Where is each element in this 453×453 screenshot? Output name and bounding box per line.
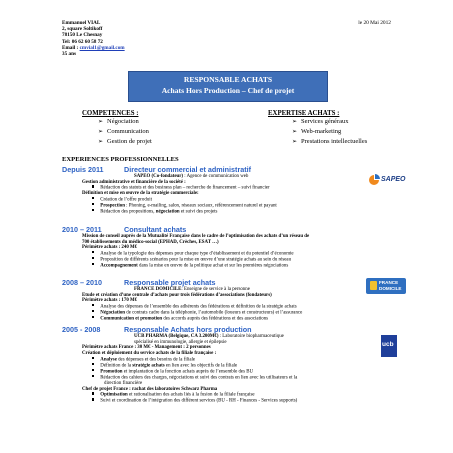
experience-heading (62, 226, 392, 234)
expertise-item: ➢ Prestations intellectuelles (292, 137, 367, 147)
experience-role: Consultant achats (124, 225, 187, 234)
experience-bullet: Analyse de la typologie des dépenses pour chaque type d’établissement et du potentiel d’économie (62, 251, 392, 257)
experience-line: Mission de conseil auprès de la Mutualité Française dans le cadre de l’optimisation des achats d’un réseau de (82, 234, 310, 239)
title-banner (128, 71, 328, 102)
experience-line: Gestion administrative et financière de la société : (82, 179, 186, 185)
france-domicile-logo-line1: FRANCE (379, 280, 399, 285)
experience-bullet: Rédaction des propositions, négociation et suivi des projets (62, 209, 392, 215)
experience-line: Etude et création d’une centrale d’achats pour trois fédérations d’associations (fondateurs) (82, 292, 272, 298)
experience-heading (62, 279, 392, 287)
experience-line: Création et déploiement du service achats de la filiale française : (82, 351, 217, 357)
experience-line: 700 établissements du médico-social (EPHAD, Crèches, ESAT …) (82, 239, 219, 245)
expertise-item: ➢ Web-marketing (292, 127, 367, 137)
contact-age: 35 ans (62, 51, 76, 58)
experience-bullet: Négociation de contrats cadre dans la téléphonie, l’automobile (loueurs et constructeurs) et l’assurance (62, 310, 392, 316)
france-domicile-logo (366, 278, 406, 294)
contact-name: Emmanuel VIAL (62, 20, 101, 26)
experience-bullet: Rédaction des statuts et des business plan – recherche de financement – suivi financier (62, 185, 392, 191)
ucb-logo-text: ucb (382, 341, 394, 348)
expertise-list (292, 117, 367, 147)
company-name: UCB PHARMA (Belgique, CA 3.200M€) (134, 334, 219, 339)
france-domicile-logo-line2: DOMICILE (379, 286, 402, 291)
experience-bullet: Accompagnement dans la mise en œuvre de la politique achat et sur les premières négociations (62, 263, 392, 269)
contact-address-line2: 78150 Le Chesnay (62, 32, 103, 39)
contact-address-line1: 2, square Soltikoff (62, 26, 103, 33)
contact-phone: Tel: 06 62 60 58 72 (62, 38, 103, 45)
sapeo-logo (368, 174, 406, 186)
experience-period: Depuis 2011 (62, 165, 104, 174)
email-link[interactable]: cmvial1@gmail.com (79, 44, 125, 51)
experience-period: 2008 – 2010 (62, 278, 102, 287)
experiences-title: EXPERIENCES PROFESSIONNELLES (62, 156, 179, 163)
competence-item: ➢ Communication (98, 127, 152, 137)
experience-bullet: Proposition de différents scénarios pour la mise en œuvre d’une stratégie achats au sein du réseau (62, 257, 392, 263)
company-desc-line2: spécialisé en immunologie, allergie et épilepsie (134, 339, 227, 345)
banner-title: RESPONSABLE ACHATS (183, 75, 273, 84)
experience-role: Responsable Achats hors production (124, 325, 252, 334)
experience-heading (62, 326, 392, 334)
experience-bullet: Suivi et coordination de l’intégration des différent services (BU - RH - Finances - Services supports) (62, 398, 392, 404)
experience-bullet: Optimisation et rationalisation des achats liés à la fusion de la filiale française (62, 392, 392, 398)
experience-bullet: Communication et promotion des accords auprès des fédérations et des associations (62, 316, 392, 322)
experience-bullet: Définition de la stratégie achats en lien avec les objectifs de la filiale (62, 363, 392, 369)
banner-subtitle: Achats Hors Production – Chef de projet (161, 85, 295, 95)
experience-bullet: Analyse des dépenses de l’ensemble des adhérents des fédérations et définition de la stratégie achats (62, 304, 392, 310)
experience-role: Responsable projet achats (124, 278, 216, 287)
company-desc: : Laboratoire biopharmaceutique (218, 334, 284, 339)
ucb-logo (381, 335, 397, 357)
experience-bullet: Analyse des dépenses et des besoins de la filiale (62, 357, 392, 363)
experience-entry (62, 326, 392, 404)
company-name: FRANCE DOMICILE (134, 287, 182, 292)
contact-block (62, 20, 125, 57)
experience-bullet: Prospection : Phoning, e-mailing, salon, réseaux sociaux, référencement naturel et payant (62, 203, 392, 209)
company-desc: : Agence de communication web (183, 174, 249, 179)
experience-line: Périmètre achats France : 30 M€ - Management : 2 personnes (82, 345, 211, 351)
document-date: le 20 Mai 2012 (358, 20, 391, 26)
competences-list (98, 117, 152, 147)
experience-bullet: Création de l’offre produit (62, 197, 392, 203)
experience-bullet: Promotion et implantation de la fonction achats auprès de l’ensemble des BU (62, 369, 392, 375)
experience-line: Chef de projet France : rachat des laboratoires Schwarz Pharma (82, 386, 218, 392)
company-desc: : Enseigne de service à la personne (181, 287, 250, 292)
company-name: SAPEO (Co-fondateur) (134, 174, 184, 179)
competence-item: ➢ Négociation (98, 117, 152, 127)
sapeo-logo-text: SAPEO (381, 176, 406, 183)
experience-bullet: Rédaction des cahiers des charges, négociations et suivi des contrats en lien avec les utilisateurs et la (62, 375, 392, 381)
experience-period: 2010 – 2011 (62, 225, 102, 234)
email-label: Email : (62, 44, 80, 51)
competences-title: COMPETENCES : (82, 110, 139, 117)
experience-heading (62, 166, 392, 174)
sapeo-logo-mark (368, 174, 380, 186)
experience-period: 2005 - 2008 (62, 325, 101, 334)
experience-line-continuation: direction financière (104, 380, 143, 386)
expertise-item: ➢ Services généraux (292, 117, 367, 127)
experience-role: Directeur commercial et administratif (124, 165, 252, 174)
experience-entry (62, 226, 392, 269)
france-domicile-logo-mark (370, 281, 377, 290)
experience-entry (62, 166, 392, 215)
expertise-title: EXPERTISE ACHATS : (268, 110, 340, 117)
competence-item: ➢ Gestion de projet (98, 137, 152, 147)
experience-line: Périmètre achats : 170 M€ (82, 298, 138, 304)
experience-entry (62, 279, 392, 322)
experience-line: Périmètre achats : 240 M€ (82, 245, 138, 251)
experience-line: Définition et mise en œuvre de la stratégie commerciale: (82, 191, 199, 197)
